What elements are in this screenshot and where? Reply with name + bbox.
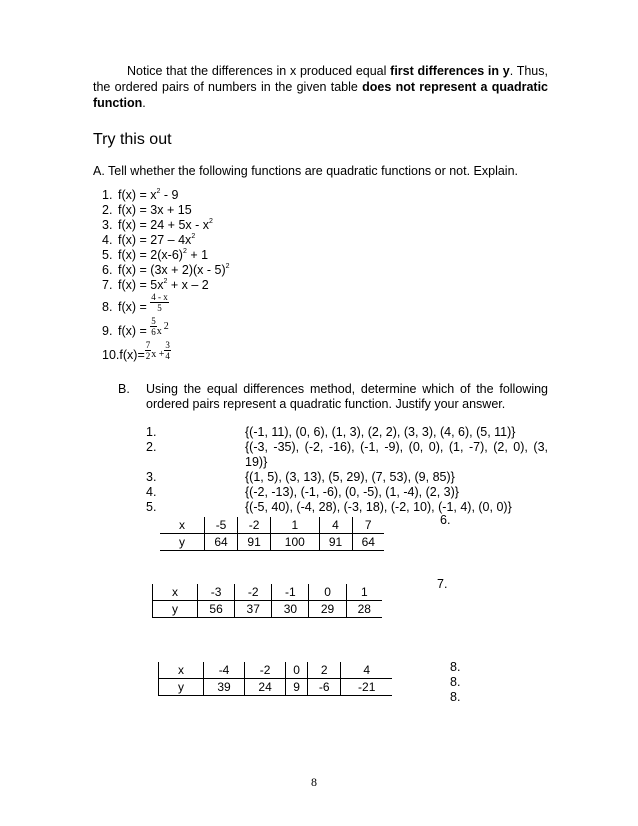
table-row xyxy=(153,601,383,618)
table-cell: -5 xyxy=(205,517,238,534)
table-cell: 30 xyxy=(272,601,309,618)
table-label: 8. xyxy=(450,675,461,689)
pair-set: {(-3, -35), (-2, -16), (-1, -9), (0, 0), (1, -7), (2, 0), (3, 19)} xyxy=(245,440,548,469)
list-item: 9. f(x) = $\frac{5}{6}$ $_x$ 2 xyxy=(102,316,169,338)
table-label: 8. xyxy=(450,690,461,704)
table-row xyxy=(160,534,384,551)
list-item: 5. $f(x) = 2(x-6)^2 + 1$ xyxy=(102,248,209,262)
xy-table xyxy=(158,662,392,696)
table-cell: 39 xyxy=(204,679,245,696)
xy-table xyxy=(160,517,384,551)
part-a-instruction: A. Tell whether the following functions are quadratic functions or not. Explain. xyxy=(93,164,519,178)
table-cell: 1 xyxy=(346,584,382,601)
list-item: 4. $f(x) = 27 - 4x^2$ xyxy=(102,233,196,247)
table-cell: 4 xyxy=(341,662,392,679)
table-cell: 56 xyxy=(198,601,235,618)
list-item: 8. f(x) = $\frac{4 - x}{5}$ xyxy=(102,292,168,314)
page-number: 8 xyxy=(311,775,317,789)
pair-number: 5. xyxy=(146,500,157,514)
table-cell: -6 xyxy=(308,679,341,696)
table-cell: y xyxy=(159,679,204,696)
part-b-instruction: Using the equal differences method, determine which of the following ordered pairs represent a quadratic function. Justify your answer. xyxy=(146,382,548,411)
table-cell: -2 xyxy=(245,662,286,679)
list-item: 7. $f(x) = 5x^2 + x - 2$ xyxy=(102,278,209,292)
table-cell: 0 xyxy=(309,584,346,601)
section-heading: Try this out xyxy=(93,131,172,148)
list-item: 10.f(x)= $\frac{7}{2}$ $_{x +}$ $\frac{3}{4}$ xyxy=(102,340,170,362)
table-cell: 4 xyxy=(319,517,352,534)
table-cell: 9 xyxy=(286,679,308,696)
table-cell: 91 xyxy=(319,534,352,551)
table-cell: 0 xyxy=(286,662,308,679)
table-cell: -21 xyxy=(341,679,392,696)
pair-set: {(-1, 11), (0, 6), (1, 3), (2, 2), (3, 3), (4, 6), (5, 11)} xyxy=(245,425,516,439)
part-b-label: B. xyxy=(118,382,130,396)
list-item: 6. f(x) = (3x + 2)(x - 5)$^2$ xyxy=(102,263,230,277)
table-cell: y xyxy=(160,534,205,551)
table-cell: x xyxy=(153,584,198,601)
table-row xyxy=(160,517,384,534)
pair-set: {(1, 5), (3, 13), (5, 29), (7, 53), (9, 85)} xyxy=(245,470,455,484)
xy-table xyxy=(152,584,382,618)
table-label: 6. xyxy=(440,513,451,527)
table-cell: -4 xyxy=(204,662,245,679)
list-item: 2. f(x) = 3x + 15 xyxy=(102,203,192,217)
table-cell: -1 xyxy=(272,584,309,601)
pair-number: 1. xyxy=(146,425,157,439)
intro-paragraph: Notice that the differences in x produced equal first differences in y. Thus, the ordered pairs of numbers in the given table does not represent a quadratic function. xyxy=(93,64,548,110)
table-label: 8. xyxy=(450,660,461,674)
pair-number: 3. xyxy=(146,470,157,484)
table-cell: x xyxy=(160,517,205,534)
table-cell: 64 xyxy=(352,534,384,551)
table-cell: x xyxy=(159,662,204,679)
table-cell: 24 xyxy=(245,679,286,696)
table-cell: -3 xyxy=(198,584,235,601)
table-row xyxy=(159,679,393,696)
table-label: 7. xyxy=(437,577,448,591)
table-cell: 1 xyxy=(271,517,319,534)
table-row xyxy=(153,584,383,601)
table-cell: 28 xyxy=(346,601,382,618)
list-item: 1. $f(x) = x^2 - 9$ xyxy=(102,188,179,202)
table-cell: 7 xyxy=(352,517,384,534)
table-cell: 91 xyxy=(238,534,271,551)
table-cell: -2 xyxy=(238,517,271,534)
list-item: 3. $f(x) = 24 + 5x - x^2$ xyxy=(102,218,213,232)
table-cell: -2 xyxy=(235,584,272,601)
table-row xyxy=(159,662,393,679)
pair-number: 2. xyxy=(146,440,157,454)
table-cell: 29 xyxy=(309,601,346,618)
table-cell: 100 xyxy=(271,534,319,551)
table-cell: 2 xyxy=(308,662,341,679)
table-cell: y xyxy=(153,601,198,618)
table-cell: 37 xyxy=(235,601,272,618)
pair-set: {(-2, -13), (-1, -6), (0, -5), (1, -4), (2, 3)} xyxy=(245,485,459,499)
table-cell: 64 xyxy=(205,534,238,551)
pair-number: 4. xyxy=(146,485,157,499)
pair-set: {(-5, 40), (-4, 28), (-3, 18), (-2, 10), (-1, 4), (0, 0)} xyxy=(245,500,512,514)
